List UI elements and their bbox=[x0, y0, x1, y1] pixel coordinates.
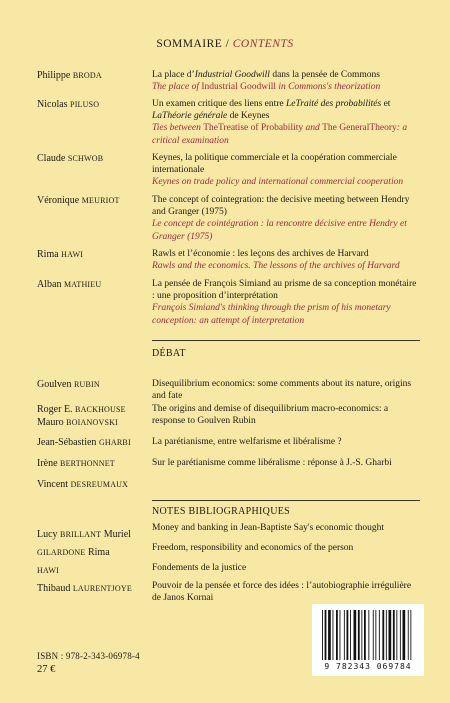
barcode-bar bbox=[396, 610, 397, 660]
title-run: TheTreatise of Probability bbox=[203, 123, 304, 134]
barcode-bar bbox=[358, 610, 360, 660]
title-run: : a critical examination bbox=[152, 123, 408, 146]
barcode-number: 9 782343 069784 bbox=[324, 662, 412, 671]
barcode-bar bbox=[403, 610, 406, 660]
title-run: Keynes on trade policy and international commercial cooperation bbox=[152, 177, 404, 188]
article-title-fr bbox=[152, 69, 420, 81]
article-title-en bbox=[152, 122, 420, 146]
barcode-bar bbox=[333, 610, 334, 660]
title-run: La place d’ bbox=[152, 70, 195, 80]
article-title-fr bbox=[152, 194, 420, 218]
debat-author: Irène BERTHONNET bbox=[37, 458, 115, 469]
title-run: Industrial Goodwill bbox=[201, 82, 277, 93]
barcode-bar bbox=[375, 610, 376, 660]
notes-title-item: Fondements de la justice bbox=[152, 563, 247, 573]
isbn: ISBN : 978-2-343-06978-4 bbox=[37, 651, 140, 661]
barcode-bar bbox=[340, 610, 341, 660]
barcode-bar bbox=[408, 610, 409, 660]
debat-author: Jean-Sébastien GHARBI bbox=[37, 437, 131, 448]
article-title-en bbox=[152, 302, 420, 326]
barcode-bar bbox=[393, 610, 395, 660]
article-author: Claude SCHWOB bbox=[37, 153, 104, 164]
notes-title-item: Pouvoir de la pensée et force des idées : l’autobiographie irrégulière de Janos Kornai bbox=[152, 581, 412, 604]
barcode-bar bbox=[410, 610, 411, 660]
article-titles bbox=[152, 194, 420, 243]
section-divider bbox=[152, 340, 420, 341]
article-author: Nicolas PILUSO bbox=[37, 99, 100, 110]
debat-author: Goulven RUBIN bbox=[37, 379, 100, 390]
barcode-bar bbox=[361, 610, 362, 660]
price: 27 € bbox=[37, 664, 56, 675]
article-titles bbox=[152, 69, 420, 93]
debat-title-item: Disequilibrium economics: some comments about its nature, origins and fate bbox=[152, 379, 412, 402]
article-title-en bbox=[152, 218, 420, 242]
title-run: Un examen critique des liens entre bbox=[152, 99, 287, 109]
barcode-bar bbox=[364, 610, 366, 660]
barcode-bar bbox=[322, 610, 323, 660]
barcode-bar bbox=[382, 610, 384, 660]
article-title-en bbox=[152, 81, 420, 93]
article-titles bbox=[152, 152, 420, 189]
header-fr: SOMMAIRE / bbox=[156, 38, 233, 50]
title-run: Industrial Goodwill bbox=[194, 70, 270, 80]
barcode-bar bbox=[379, 610, 380, 660]
barcode-bar bbox=[400, 610, 401, 660]
barcode bbox=[312, 604, 424, 676]
barcode-bar bbox=[328, 610, 331, 660]
article-title-fr bbox=[152, 278, 420, 302]
barcode-bar bbox=[368, 610, 369, 660]
notes-author: Lucy BRILLANT Muriel bbox=[37, 529, 131, 540]
title-run: dans la pensée de Commons bbox=[269, 70, 380, 80]
article-title-fr bbox=[152, 98, 420, 122]
title-run: et bbox=[381, 99, 391, 109]
article-title-en bbox=[152, 176, 420, 188]
article-title-en bbox=[152, 260, 420, 272]
notes-title-item: Freedom, responsibility and economics of the person bbox=[152, 543, 354, 553]
barcode-bar bbox=[344, 610, 345, 660]
article-author: Véronique MEURIOT bbox=[37, 195, 120, 206]
title-run: Le concept de cointégration : la rencontre décisive entre Hendry et Granger (1975) bbox=[152, 219, 407, 242]
barcode-bar bbox=[389, 610, 392, 660]
notes-title-item: Money and banking in Jean-Baptiste Say's economic thought bbox=[152, 523, 385, 533]
title-run: Rawls et l’économie : les leçons des archives de Harvard bbox=[152, 249, 369, 259]
title-run: Ties between bbox=[152, 123, 204, 134]
title-run: The place of bbox=[152, 82, 202, 93]
debat-title-item: La parétianisme, entre welfarisme et libéralisme ? bbox=[152, 437, 342, 447]
article-titles bbox=[152, 248, 420, 272]
title-run: LaThéorie générale bbox=[152, 111, 228, 122]
section-divider bbox=[152, 500, 420, 501]
header-en: CONTENTS bbox=[232, 38, 294, 50]
title-run: de Keynes bbox=[227, 111, 270, 122]
article-title-fr bbox=[152, 248, 420, 260]
barcode-bar bbox=[386, 610, 387, 660]
contents-header bbox=[0, 38, 450, 50]
article-title-fr bbox=[152, 152, 420, 176]
article-author: Rima HAWI bbox=[37, 249, 84, 260]
title-run: Rawls and the economics. The lessons of the archives of Harvard bbox=[152, 261, 400, 272]
debat-title-item: The origins and demise of disequilibrium macro-economics: a response to Goulven Rubin bbox=[152, 404, 389, 427]
title-run: Keynes, la politique commerciale et la coopération commerciale internationale bbox=[152, 153, 397, 176]
notes-author: Thibaud LAURENTJOYE bbox=[37, 583, 132, 594]
article-titles bbox=[152, 98, 420, 147]
notes-author: HAWI bbox=[37, 566, 59, 575]
title-run: LeTraité des probabilités bbox=[286, 99, 382, 109]
debat-author: Mauro BOIANOVSKI bbox=[37, 417, 118, 428]
debat-author: Roger E. BACKHOUSE bbox=[37, 404, 126, 415]
notes-title: NOTES BIBLIOGRAPHIQUES bbox=[152, 506, 290, 517]
title-run: La pensée de François Simiand au prisme de sa conception monétaire : une proposition d’interprétation bbox=[152, 279, 417, 302]
title-run: in Commons's theorization bbox=[276, 82, 381, 93]
barcode-bar bbox=[354, 610, 357, 660]
barcode-bar bbox=[325, 610, 327, 660]
title-run: The GeneralTheory bbox=[322, 123, 397, 134]
notes-author: GILARDONE Rima bbox=[37, 547, 110, 558]
barcode-bar bbox=[336, 610, 338, 660]
barcode-bar bbox=[347, 610, 349, 660]
barcode-bars bbox=[322, 610, 414, 660]
title-run: The concept of cointegration: the decisive meeting between Hendry and Granger (1975) bbox=[152, 195, 410, 218]
barcode-bar bbox=[373, 610, 374, 660]
title-run: François Simiand's thinking through the prism of his monetary conception: an attempt of interpretation bbox=[152, 303, 391, 326]
debat-author: Vincent DESREUMAUX bbox=[37, 479, 129, 490]
article-titles bbox=[152, 278, 420, 327]
title-run: and bbox=[303, 123, 323, 134]
barcode-bar bbox=[350, 610, 351, 660]
debat-title-item: Sur le parétianisme comme libéralisme : réponse à J.-S. Gharbi bbox=[152, 458, 392, 468]
article-author: Alban MATHIEU bbox=[37, 279, 102, 290]
article-author: Philippe BRODA bbox=[37, 70, 102, 81]
debat-title: DÉBAT bbox=[152, 348, 186, 359]
